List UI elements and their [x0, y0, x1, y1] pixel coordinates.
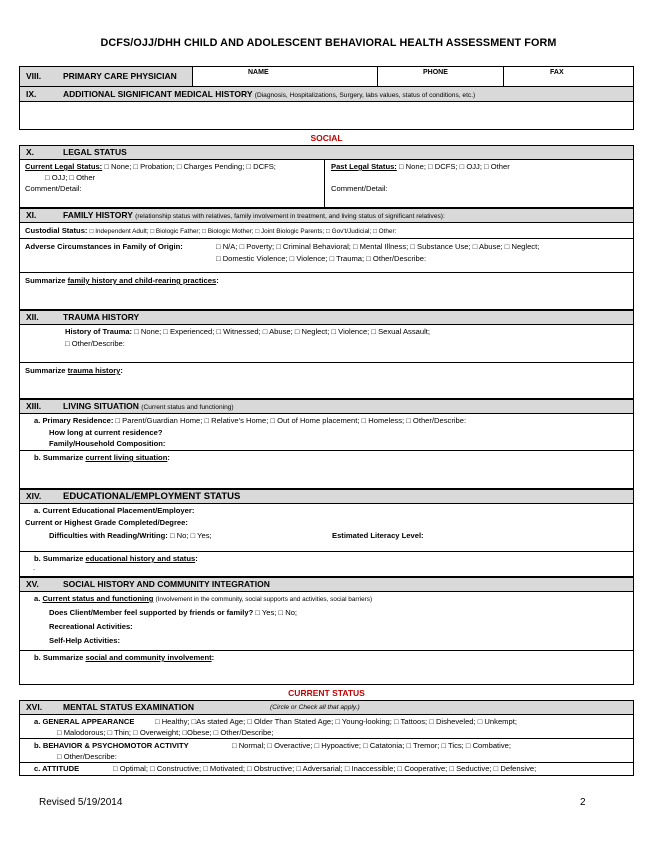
- section-title: MENTAL STATUS EXAMINATION: [63, 702, 194, 712]
- fax-label: FAX: [550, 69, 564, 76]
- form-title: DCFS/OJJ/DHH CHILD AND ADOLESCENT BEHAVIORAL HEALTH ASSESSMENT FORM: [100, 37, 557, 49]
- section-subtitle: (Current status and functioning): [141, 404, 234, 411]
- current-legal-label: Current Legal Status:: [25, 162, 103, 171]
- section-title: PRIMARY CARE PHYSICIAN: [63, 71, 177, 81]
- behavior-options-2[interactable]: □ Other/Describe:: [57, 752, 117, 761]
- section-number: IX.: [26, 89, 37, 99]
- section-number: XIV.: [26, 491, 42, 501]
- section-title: EDUCATIONAL/EMPLOYMENT STATUS: [63, 491, 241, 502]
- section-title: ADDITIONAL SIGNIFICANT MEDICAL HISTORY: [63, 89, 253, 99]
- recreational-activities-label: Recreational Activities:: [49, 622, 133, 631]
- residence-options[interactable]: □ Parent/Guardian Home; □ Relative's Home; □ Out of Home placement; □ Homeless; □ Other/Describe:: [115, 416, 467, 425]
- household-composition-label: Family/Household Composition:: [49, 439, 166, 448]
- page-number: 2: [580, 797, 586, 808]
- section-number: XVI.: [26, 702, 43, 712]
- how-long-label: How long at current residence?: [49, 428, 163, 437]
- phone-field[interactable]: [378, 67, 504, 86]
- section-x: [19, 145, 634, 208]
- adverse-circumstances-label: Adverse Circumstances in Family of Origin:: [25, 242, 183, 251]
- section-title: LIVING SITUATION: [63, 401, 139, 411]
- section-xiii: [19, 399, 634, 489]
- section-number: XII.: [26, 312, 39, 322]
- section-title: FAMILY HISTORY: [63, 210, 133, 220]
- past-legal-options[interactable]: □ None; □ DCFS; □ OJJ; □ Other: [398, 162, 510, 171]
- current-legal-options[interactable]: □ None; □ Probation; □ Charges Pending; □ DCFS;: [104, 162, 276, 171]
- section-subtitle: (Diagnosis, Hospitalizations, Surgery, labs values, status of conditions, etc.): [254, 92, 476, 99]
- appearance-options-2[interactable]: □ Malodorous; □ Thin; □ Overweight; □Obese; □ Other/Describe;: [57, 728, 274, 737]
- section-title: TRAUMA HISTORY: [63, 312, 140, 322]
- reading-difficulties-options[interactable]: □ No; □ Yes;: [169, 531, 212, 540]
- trauma-label: History of Trauma:: [65, 327, 133, 336]
- summarize-family-label: Summarize family history and child-rearing practices:: [25, 276, 219, 285]
- revised-date: Revised 5/19/2014: [39, 797, 123, 808]
- custodial-status-options[interactable]: □ Independent Adult; □ Biologic Father; □ Biologic Mother; □ Joint Biologic Parents; □ Gov't/Judicial; □ Other:: [89, 228, 397, 235]
- section-number: VIII.: [26, 71, 42, 81]
- functioning-subtitle: (Involvement in the community, social supports and activities, social barriers): [155, 596, 373, 603]
- section-subtitle: (Circle or Check all that apply.): [270, 704, 360, 711]
- supported-question: Does Client/Member feel supported by friends or family?: [49, 608, 254, 617]
- medical-history-field[interactable]: [20, 102, 633, 129]
- behavior-psychomotor-label: b. BEHAVIOR & PSYCHOMOTOR ACTIVITY: [34, 741, 189, 750]
- trauma-options-2[interactable]: □ Other/Describe:: [65, 339, 125, 348]
- section-subtitle: (relationship status with relatives, family involvement in treatment, and living status of significant relatives):: [135, 213, 445, 220]
- section-number: XV.: [26, 579, 39, 589]
- attitude-label: c. ATTITUDE: [34, 764, 80, 773]
- section-xvi: [19, 700, 634, 776]
- general-appearance-label: a. GENERAL APPEARANCE: [34, 717, 135, 726]
- reading-difficulties-label: Difficulties with Reading/Writing:: [49, 531, 168, 540]
- section-number: X.: [26, 147, 35, 157]
- summarize-education-label: b. Summarize educational history and status:: [34, 554, 198, 563]
- section-xi: [19, 208, 634, 310]
- past-comment-label: Comment/Detail:: [331, 184, 388, 193]
- supported-options[interactable]: □ Yes; □ No;: [255, 608, 298, 617]
- current-legal-options-2[interactable]: □ OJJ; □ Other: [45, 173, 96, 182]
- section-title: LEGAL STATUS: [63, 147, 127, 157]
- assessment-form: [19, 66, 634, 776]
- literacy-level-label: Estimated Literacy Level:: [332, 531, 424, 540]
- section-viii: [19, 66, 634, 87]
- section-xii: [19, 310, 634, 399]
- name-field[interactable]: [193, 67, 378, 86]
- summarize-trauma-label: Summarize trauma history:: [25, 366, 123, 375]
- trauma-options-1[interactable]: □ None; □ Experienced; □ Witnessed; □ Abuse; □ Neglect; □ Violence; □ Sexual Assault;: [134, 327, 431, 336]
- section-number: XI.: [26, 210, 37, 220]
- section-xiv: [19, 489, 634, 577]
- attitude-options[interactable]: □ Optimal; □ Constructive; □ Motivated; □ Obstructive; □ Adversarial; □ Inaccessible; □ Cooperative; □ Seductive; □ Defensive;: [113, 764, 537, 773]
- adverse-options-2[interactable]: □ Domestic Violence; □ Violence; □ Trauma; □ Other/Describe:: [216, 254, 427, 263]
- past-legal-label: Past Legal Status:: [331, 162, 397, 171]
- section-number: XIII.: [26, 401, 42, 411]
- current-status-functioning-label: Current status and functioning: [42, 594, 154, 603]
- phone-label: PHONE: [423, 69, 448, 76]
- summarize-social-label: b. Summarize social and community involvement:: [34, 653, 215, 662]
- section-title: SOCIAL HISTORY AND COMMUNITY INTEGRATION: [63, 579, 270, 589]
- dot-mark: .: [33, 563, 36, 572]
- grade-completed-label: Current or Highest Grade Completed/Degree:: [25, 518, 188, 527]
- social-banner: SOCIAL: [310, 133, 343, 143]
- current-status-banner: CURRENT STATUS: [288, 688, 365, 698]
- summarize-living-label: b. Summarize current living situation:: [34, 453, 170, 462]
- fax-field[interactable]: [504, 67, 633, 86]
- appearance-options-1[interactable]: □ Healthy; □As stated Age; □ Older Than Stated Age; □ Young-looking; □ Tattoos; □ Disheveled; □ Unkempt;: [155, 717, 517, 726]
- name-label: NAME: [248, 69, 269, 76]
- section-xv: XV. SOCIAL HISTORY AND COMMUNITY INTEGRATION a. Current status and functioning (Involvement in the community, social supports and activities, social barriers) Does Client/Member feel supported by friends or family? □ Yes; □ No; Recreational Activities: Self-Help Activities: b. Summarize social and community involvement:: [19, 577, 634, 685]
- comment-detail-label: Comment/Detail:: [25, 184, 82, 193]
- behavior-options-1[interactable]: □ Normal; □ Overactive; □ Hypoactive; □ Catatonia; □ Tremor; □ Tics; □ Combative;: [232, 741, 511, 750]
- section-ix: [19, 87, 634, 130]
- primary-residence-label: a. Primary Residence:: [34, 416, 114, 425]
- physician-fields: [192, 67, 633, 86]
- custodial-status-label: Custodial Status:: [25, 226, 88, 235]
- educational-placement-label: a. Current Educational Placement/Employer:: [34, 506, 195, 515]
- self-help-activities-label: Self-Help Activities:: [49, 636, 121, 645]
- adverse-options-1[interactable]: □ N/A; □ Poverty; □ Criminal Behavioral; □ Mental Illness; □ Substance Use; □ Abuse; □ Neglect;: [216, 242, 540, 251]
